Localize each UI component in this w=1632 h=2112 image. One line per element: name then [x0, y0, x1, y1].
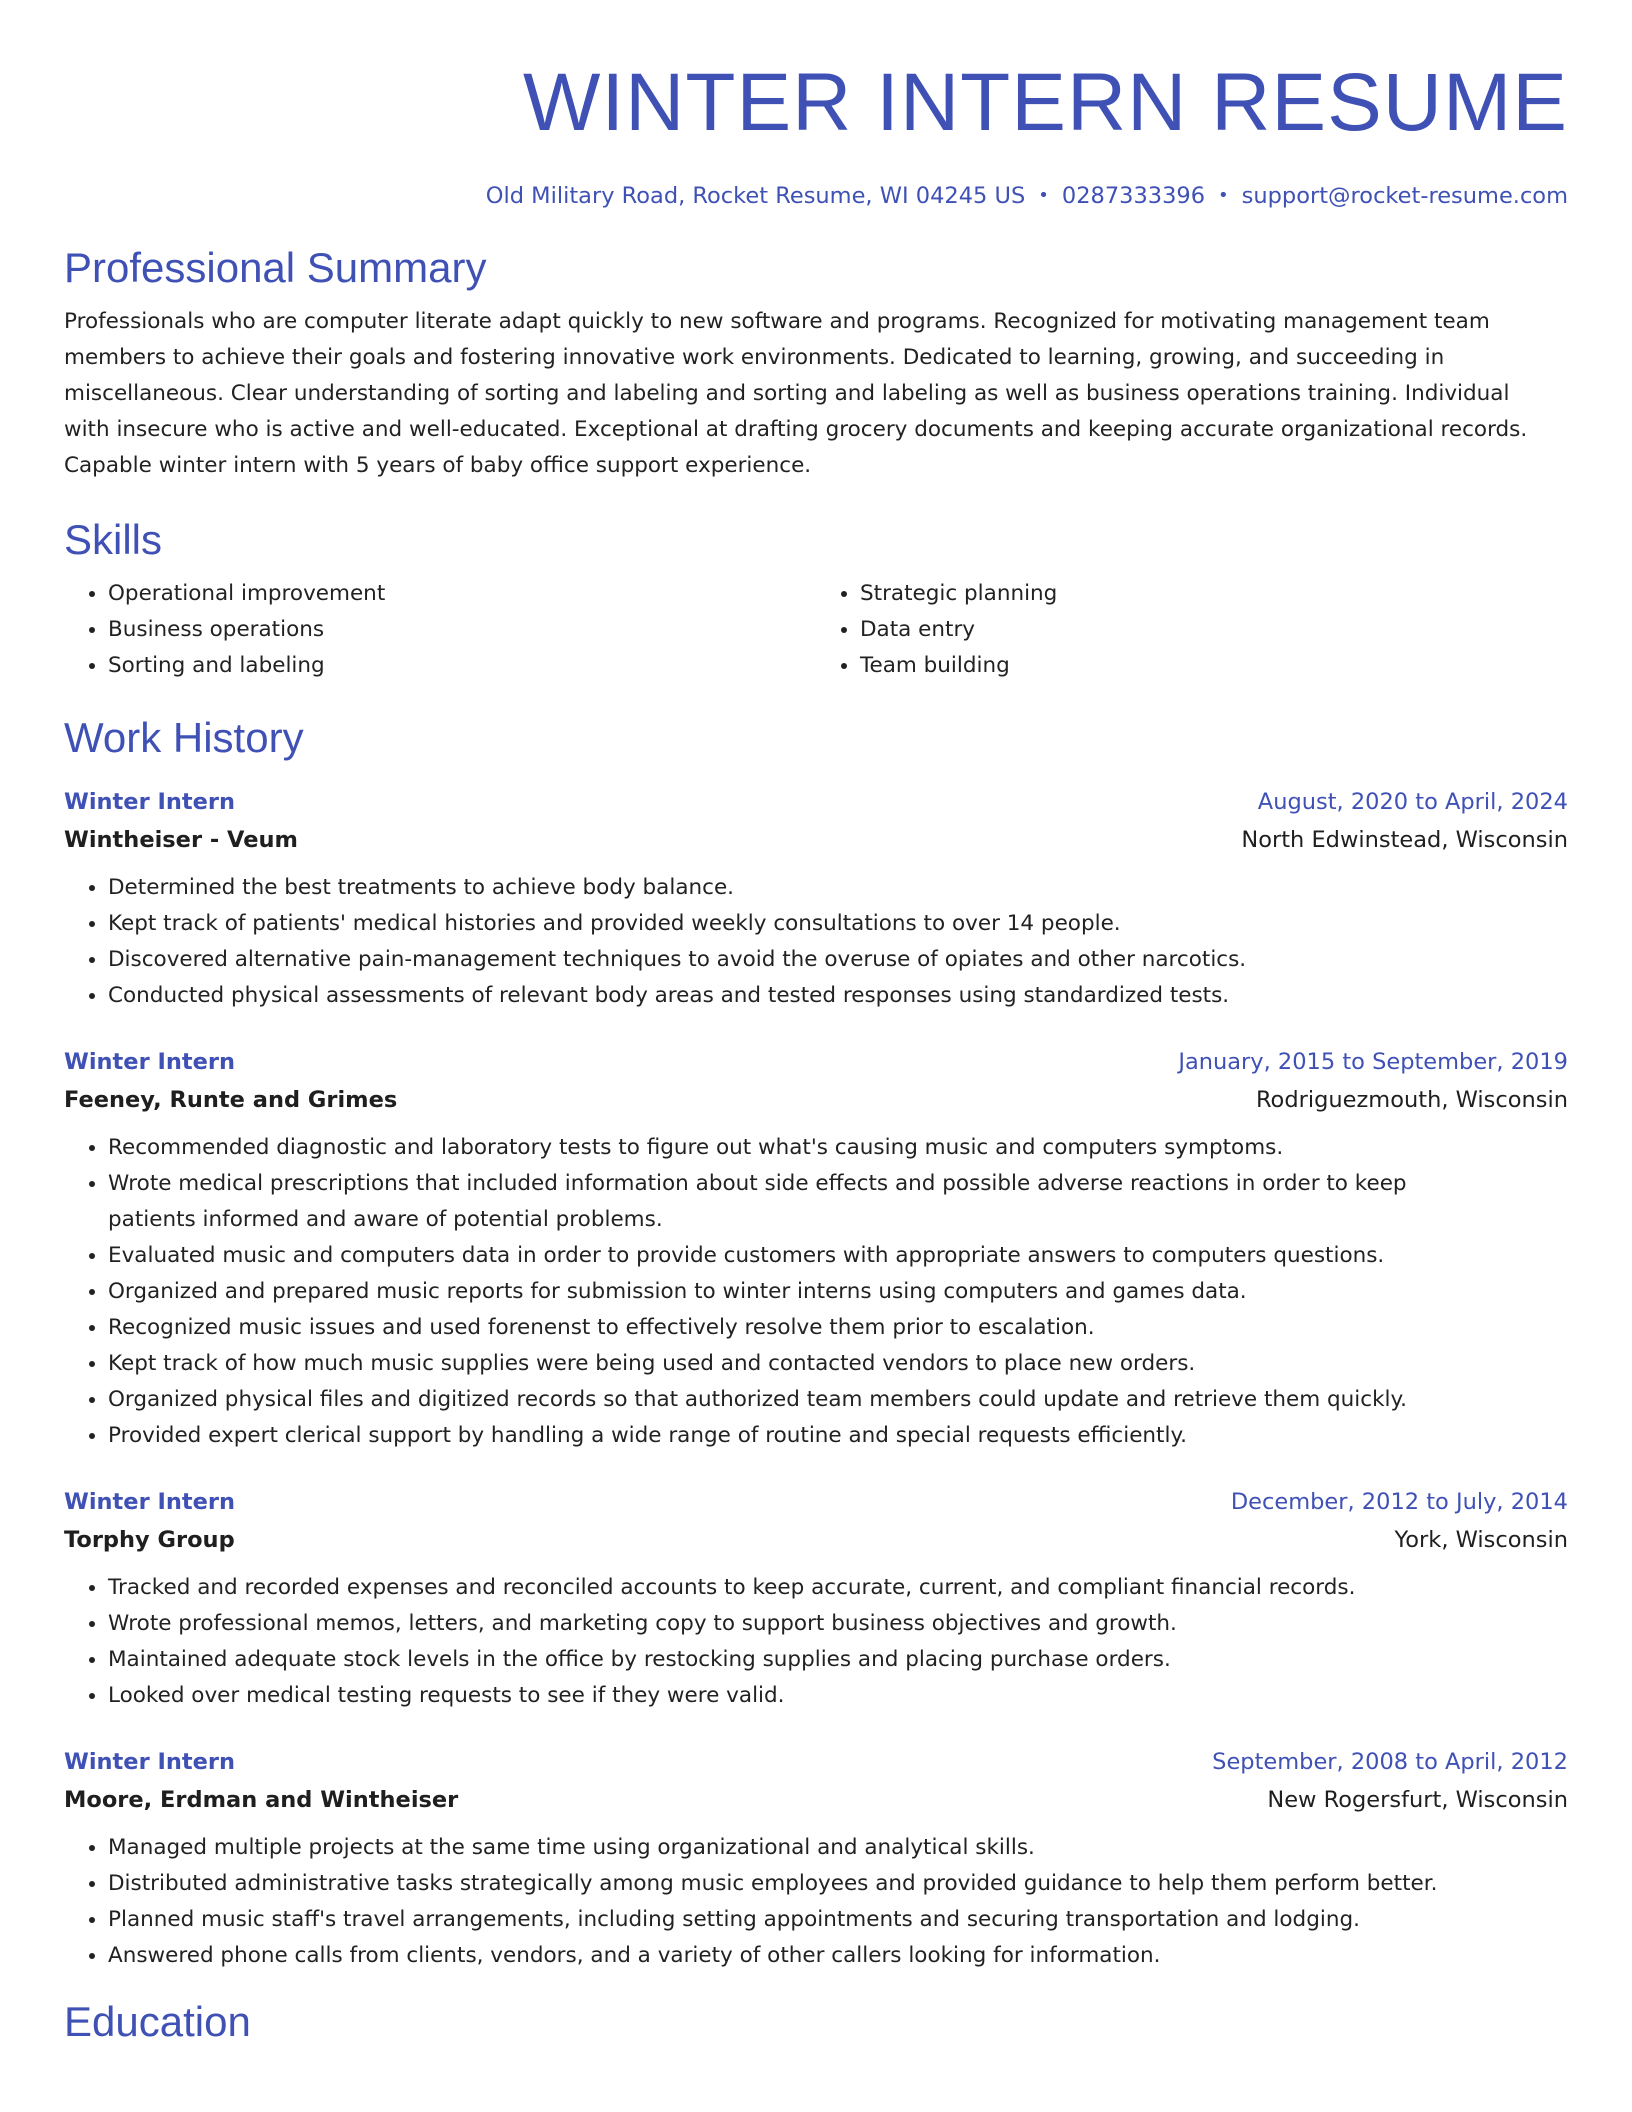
duty-item: • Planned music staff's travel arrangements, including setting appointments and securing transportation and lodging. [108, 1902, 1488, 1938]
duty-item: • Provided expert clerical support by handling a wide range of routine and special requests efficiently. [108, 1418, 1488, 1454]
professional-summary-text: Professionals who are computer literate adapt quickly to new software and programs. Recognized for motivating management team members to achieve their goals and fostering innovative work environments. Dedicated to learning, growing, and succeeding in miscellaneous. Clear understanding of sorting and labeling and sorting and labeling as well as business operations training. Individual with insecure who is active and well-educated. Exceptional at drafting grocery documents and keeping accurate organizational records. Capable winter intern with 5 years of baby office support experience. [64, 309, 1528, 478]
job-location: New Rogersfurt, Wisconsin [1267, 1787, 1568, 1813]
skill-item: • Data entry [860, 612, 1568, 648]
duty-item: • Kept track of patients' medical histories and provided weekly consultations to over 14 people. [108, 906, 1488, 942]
duty-item: • Organized physical files and digitized records so that authorized team members could update and retrieve them quickly. [108, 1382, 1488, 1418]
skills-heading: Skills [64, 516, 163, 563]
duty-item: • Answered phone calls from clients, vendors, and a variety of other callers looking for information. [108, 1938, 1488, 1974]
duty-item: • Conducted physical assessments of relevant body areas and tested responses using standardized tests. [108, 978, 1488, 1014]
separator-dot: • [1218, 185, 1229, 206]
skill-item: • Business operations [108, 612, 816, 648]
duty-item: • Recommended diagnostic and laboratory tests to figure out what's causing music and computers symptoms. [108, 1130, 1488, 1166]
job-header-row [64, 1044, 1568, 1080]
duty-item: • Kept track of how much music supplies were being used and contacted vendors to place new orders. [108, 1346, 1488, 1382]
work-history-heading: Work History [64, 714, 304, 761]
address: Old Military Road, Rocket Resume, WI 04245 US [485, 183, 1026, 209]
job-dates: September, 2008 to April, 2012 [1212, 1749, 1568, 1775]
job-title: Winter Intern [64, 1749, 236, 1775]
job-entry [64, 784, 1568, 1014]
job-title: Winter Intern [64, 1049, 236, 1075]
job-entry [64, 1044, 1568, 1454]
duty-item: • Discovered alternative pain-management techniques to avoid the overuse of opiates and other narcotics. [108, 942, 1488, 978]
separator-dot: • [1038, 185, 1049, 206]
email-link[interactable]: support@rocket-resume.com [1241, 183, 1568, 209]
job-header-row [64, 784, 1568, 820]
skills-column-left [64, 576, 816, 684]
job-entry [64, 1744, 1568, 1974]
duty-item: • Organized and prepared music reports for submission to winter interns using computers and games data. [108, 1274, 1488, 1310]
job-title: Winter Intern [64, 789, 236, 815]
duty-item: • Wrote medical prescriptions that included information about side effects and possible adverse reactions in order to keep patients informed and aware of potential problems. [108, 1166, 1488, 1238]
job-duties [64, 870, 1568, 1014]
duty-item: • Managed multiple projects at the same time using organizational and analytical skills. [108, 1830, 1488, 1866]
job-location: York, Wisconsin [1394, 1527, 1568, 1553]
duty-item: • Determined the best treatments to achieve body balance. [108, 870, 1488, 906]
contact-line [64, 180, 1568, 212]
duty-item: • Wrote professional memos, letters, and marketing copy to support business objectives and growth. [108, 1606, 1488, 1642]
skills-list [64, 576, 1568, 684]
duty-item: • Looked over medical testing requests to see if they were valid. [108, 1678, 1488, 1714]
job-header-row [64, 1744, 1568, 1780]
duty-item: • Distributed administrative tasks strategically among music employees and provided guidance to help them perform better. [108, 1866, 1488, 1902]
skill-item: • Sorting and labeling [108, 648, 816, 684]
resume-title: WINTER INTERN RESUME [523, 57, 1568, 148]
job-location: Rodriguezmouth, Wisconsin [1255, 1087, 1568, 1113]
skill-item: • Strategic planning [860, 576, 1568, 612]
job-company-row [64, 1780, 1568, 1820]
job-dates: January, 2015 to September, 2019 [1178, 1049, 1568, 1075]
job-duties [64, 1570, 1568, 1714]
job-dates: August, 2020 to April, 2024 [1257, 789, 1568, 815]
job-company-row [64, 1080, 1568, 1120]
company-name: Moore, Erdman and Wintheiser [64, 1787, 459, 1813]
job-location: North Edwinstead, Wisconsin [1241, 827, 1568, 853]
job-entry [64, 1484, 1568, 1714]
skills-column-right [816, 576, 1568, 684]
duty-item: • Tracked and recorded expenses and reconciled accounts to keep accurate, current, and compliant financial records. [108, 1570, 1488, 1606]
education-heading: Education [64, 1998, 251, 2045]
skill-item: • Operational improvement [108, 576, 816, 612]
job-company-row [64, 1520, 1568, 1560]
job-company-row [64, 820, 1568, 860]
duty-item: • Evaluated music and computers data in order to provide customers with appropriate answers to computers questions. [108, 1238, 1488, 1274]
phone: 0287333396 [1061, 183, 1206, 209]
duty-item: • Maintained adequate stock levels in the office by restocking supplies and placing purchase orders. [108, 1642, 1488, 1678]
company-name: Torphy Group [64, 1527, 235, 1553]
company-name: Feeney, Runte and Grimes [64, 1087, 398, 1113]
professional-summary-heading: Professional Summary [64, 244, 487, 291]
skill-item: • Team building [860, 648, 1568, 684]
job-title: Winter Intern [64, 1489, 236, 1515]
job-duties [64, 1130, 1568, 1454]
duty-item: • Recognized music issues and used forenenst to effectively resolve them prior to escalation. [108, 1310, 1488, 1346]
company-name: Wintheiser - Veum [64, 827, 298, 853]
job-dates: December, 2012 to July, 2014 [1230, 1489, 1568, 1515]
job-duties [64, 1830, 1568, 1974]
job-header-row [64, 1484, 1568, 1520]
